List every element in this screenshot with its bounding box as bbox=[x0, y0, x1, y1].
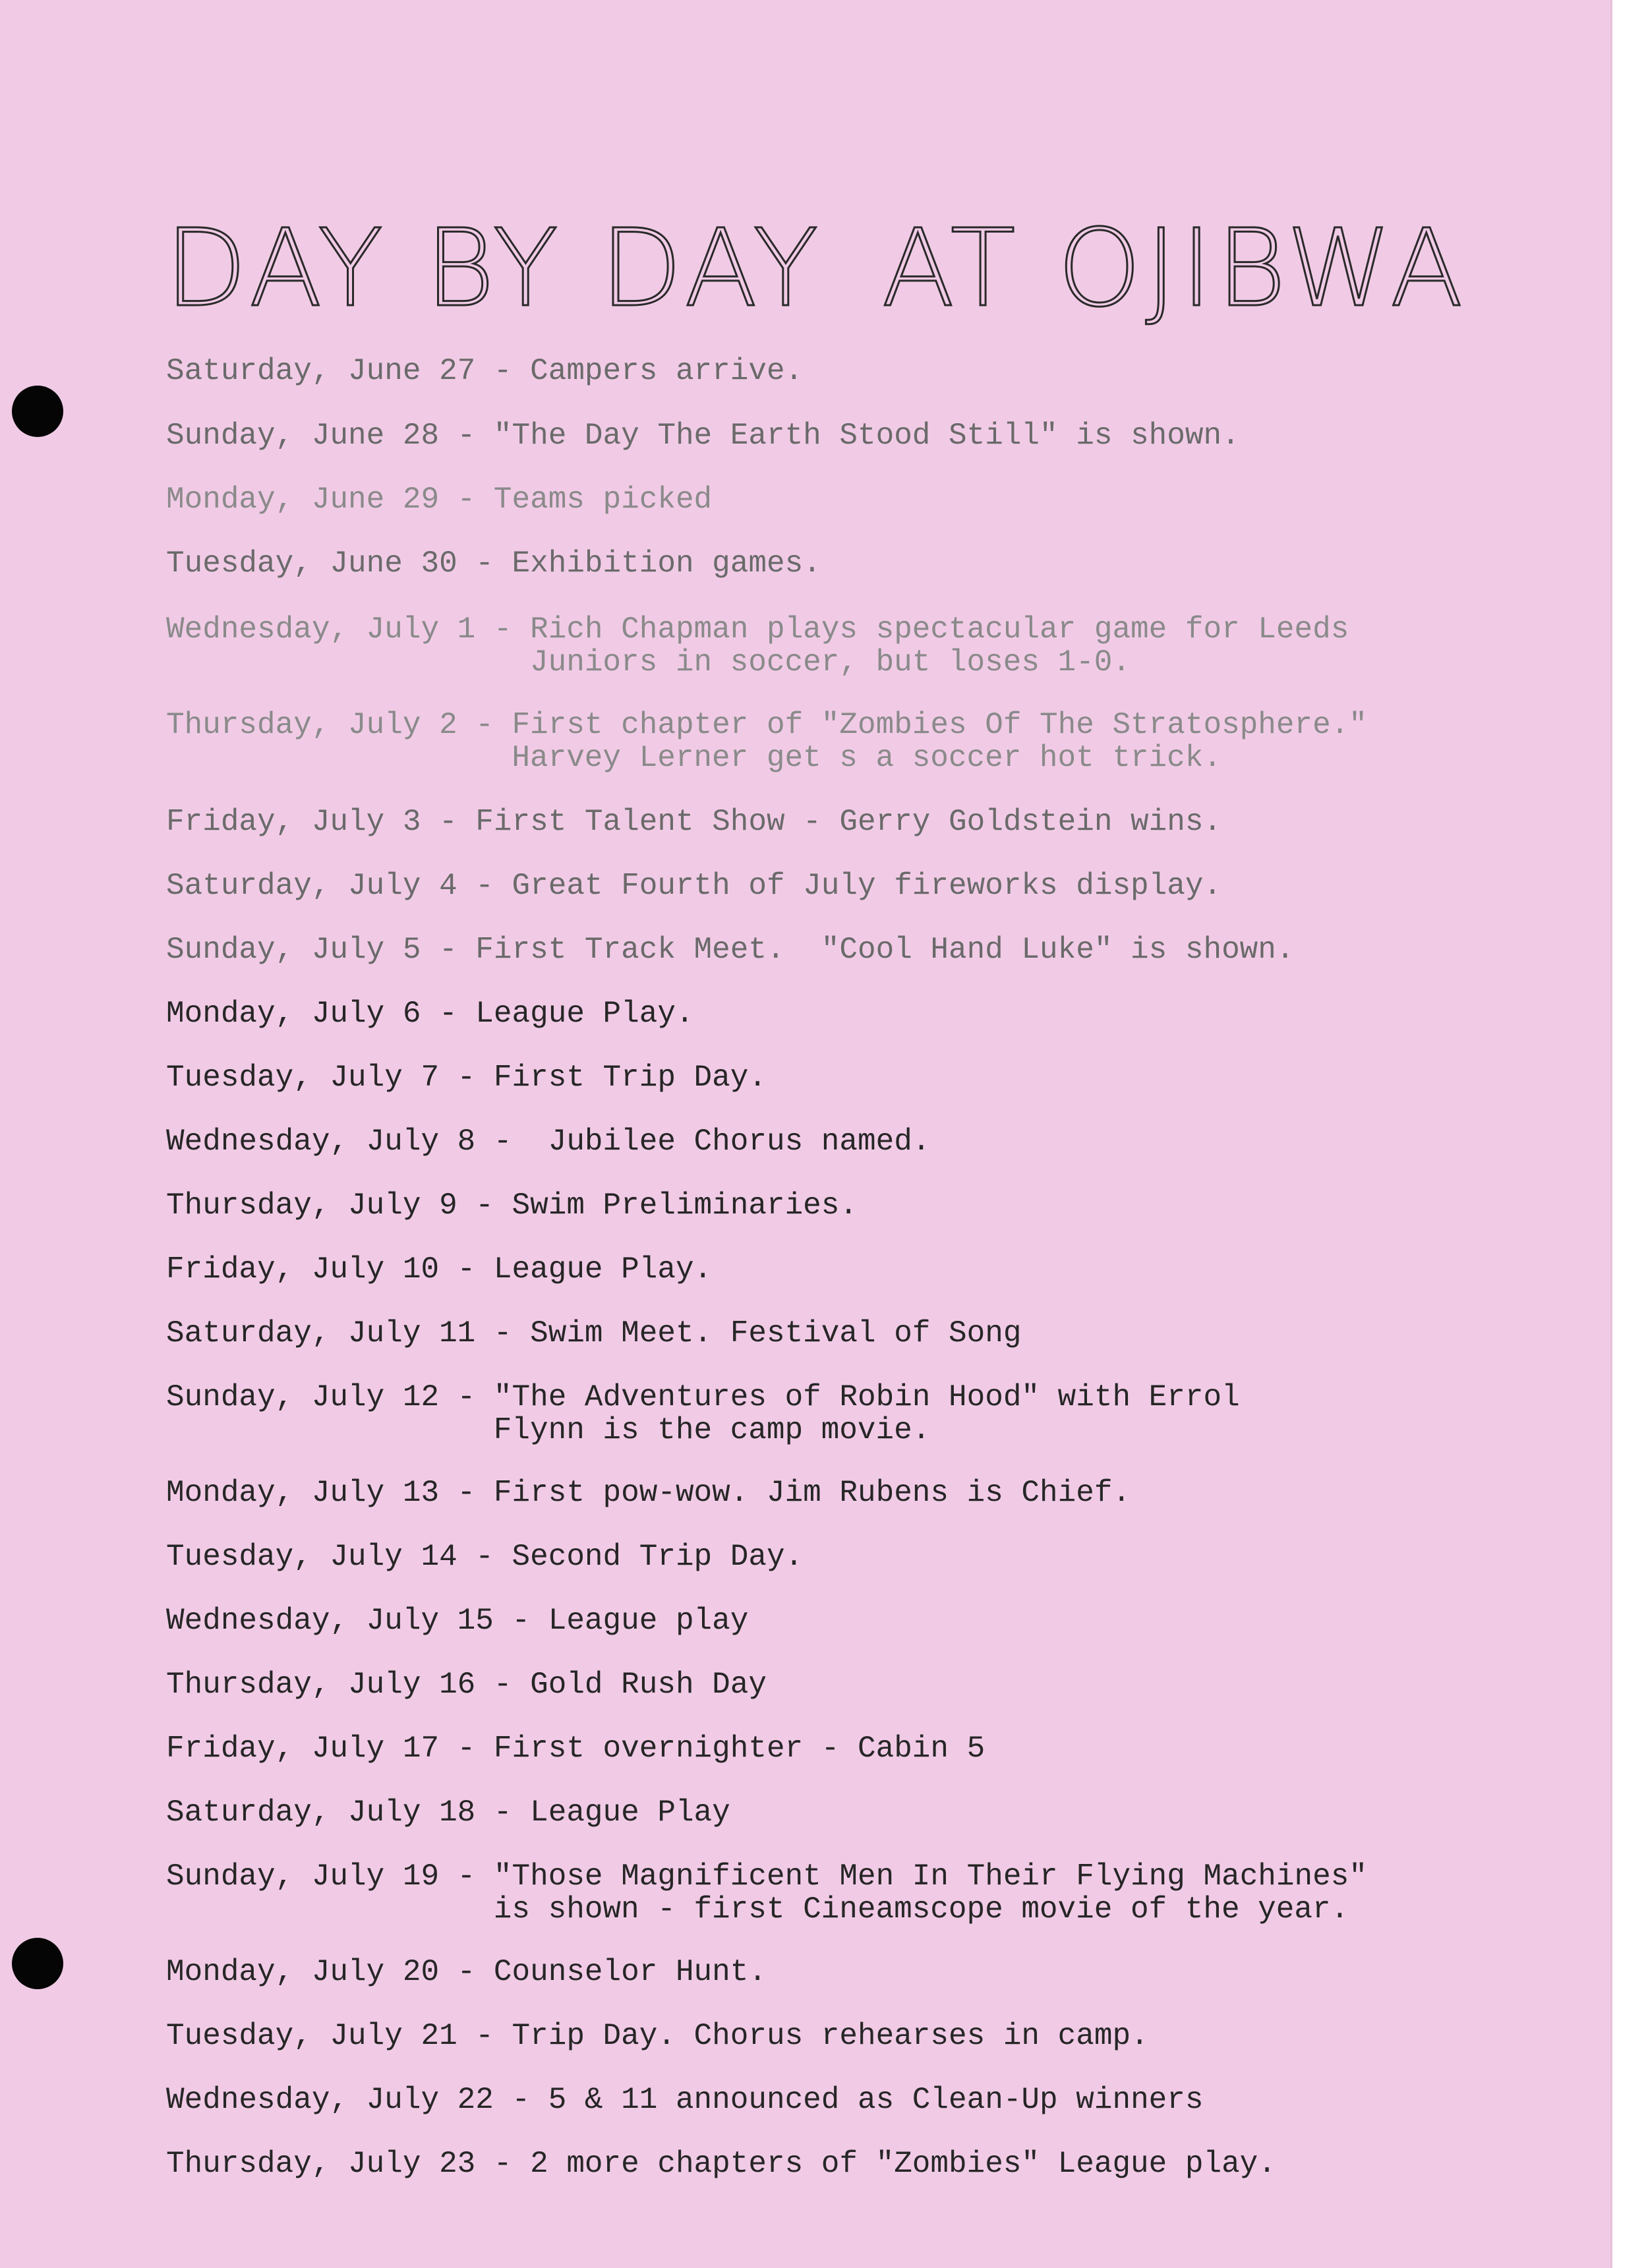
entry-text: First Talent Show - Gerry Goldstein wins. bbox=[475, 805, 1222, 839]
entry-date: Monday, July 20 bbox=[166, 1955, 440, 1989]
entry-text: Trip Day. Chorus rehearses in camp. bbox=[512, 2019, 1149, 2053]
entry-date: Monday, July 13 bbox=[166, 1476, 440, 1510]
entry-text: Swim Meet. Festival of Song bbox=[530, 1316, 1022, 1351]
entry-text: League Play. bbox=[475, 997, 694, 1031]
entry-text: First Track Meet. "Cool Hand Luke" is shown. bbox=[475, 933, 1295, 967]
schedule-entry bbox=[166, 805, 1221, 838]
schedule-entry bbox=[166, 1189, 858, 1222]
schedule-entry bbox=[166, 1732, 985, 1765]
entry-separator: - bbox=[439, 1731, 494, 1766]
entry-date: Thursday, July 2 bbox=[166, 708, 457, 742]
schedule-entry bbox=[166, 1317, 1021, 1350]
schedule-entry bbox=[166, 2147, 1276, 2180]
entry-date: Thursday, July 9 bbox=[166, 1188, 457, 1223]
entry-date: Friday, July 10 bbox=[166, 1252, 440, 1287]
entry-text: "The Adventures of Robin Hood" with Errol bbox=[493, 1380, 1240, 1414]
schedule-entry bbox=[166, 1125, 930, 1158]
entry-date: Sunday, July 19 bbox=[166, 1859, 440, 1894]
schedule-entry bbox=[166, 997, 694, 1030]
entry-text: First Trip Day. bbox=[493, 1061, 767, 1095]
entry-text-continuation: is shown - first Cineamscope movie of the year. bbox=[493, 1892, 1349, 1927]
punch-hole-top bbox=[12, 386, 63, 437]
entry-date: Saturday, July 11 bbox=[166, 1316, 476, 1351]
entry-separator: - bbox=[475, 1316, 531, 1351]
schedule-entry bbox=[166, 1668, 767, 1701]
entry-separator: - bbox=[439, 1476, 494, 1510]
entry-text: Teams picked bbox=[493, 482, 713, 517]
entry-text: "Those Magnificent Men In Their Flying Machines" bbox=[493, 1859, 1367, 1894]
entry-date: Tuesday, July 21 bbox=[166, 2019, 457, 2053]
punch-hole-bottom bbox=[12, 1938, 63, 1989]
entry-date: Wednesday, July 15 bbox=[166, 1604, 494, 1638]
entry-separator: - bbox=[475, 1668, 531, 1702]
entry-date: Tuesday, June 30 bbox=[166, 546, 457, 581]
entry-date: Sunday, July 12 bbox=[166, 1380, 440, 1414]
schedule-entry bbox=[166, 869, 1221, 902]
entry-date: Saturday, June 27 bbox=[166, 354, 476, 388]
entry-text: Swim Preliminaries. bbox=[512, 1188, 858, 1223]
entry-date: Friday, July 3 bbox=[166, 805, 421, 839]
entry-separator: - bbox=[439, 1955, 494, 1989]
entry-separator: - bbox=[475, 2147, 531, 2181]
entry-separator: - bbox=[457, 546, 512, 581]
entry-text: First chapter of "Zombies Of The Stratosphere." bbox=[512, 708, 1367, 742]
entry-separator: - bbox=[421, 805, 476, 839]
schedule-entry bbox=[166, 613, 1349, 679]
entry-date: Tuesday, July 14 bbox=[166, 1540, 457, 1574]
title-part-1: DAY BY DAY bbox=[165, 207, 823, 331]
entry-separator: - bbox=[457, 708, 512, 742]
entry-date: Sunday, June 28 bbox=[166, 419, 440, 453]
entry-text-continuation: Juniors in soccer, but loses 1-0. bbox=[530, 645, 1131, 680]
entry-separator: - bbox=[475, 1795, 531, 1830]
schedule-entry bbox=[166, 1476, 1131, 1509]
entry-separator: - bbox=[493, 2083, 548, 2117]
entry-date: Friday, July 17 bbox=[166, 1731, 440, 1766]
entry-separator: - bbox=[439, 1061, 494, 1095]
entry-separator: - bbox=[421, 933, 476, 967]
schedule-entry bbox=[166, 1253, 712, 1286]
schedule-entry bbox=[166, 1540, 803, 1573]
entry-separator: - bbox=[439, 482, 494, 517]
entry-separator: - bbox=[475, 1124, 531, 1159]
entry-date: Tuesday, July 7 bbox=[166, 1061, 440, 1095]
entry-separator: - bbox=[493, 1604, 548, 1638]
entry-separator: - bbox=[439, 419, 494, 453]
title-part-2: AT OJIBWA bbox=[881, 207, 1467, 331]
entry-text-continuation: Flynn is the camp movie. bbox=[493, 1413, 931, 1447]
schedule-entry bbox=[166, 1956, 767, 1989]
entry-text: 2 more chapters of "Zombies" League play. bbox=[530, 2147, 1276, 2181]
entry-separator: - bbox=[457, 869, 512, 903]
entry-separator: - bbox=[439, 1859, 494, 1894]
entry-date: Monday, July 6 bbox=[166, 997, 421, 1031]
entry-date: Wednesday, July 22 bbox=[166, 2083, 494, 2117]
schedule-entry bbox=[166, 2083, 1203, 2116]
entry-text: Rich Chapman plays spectacular game for Leeds bbox=[530, 612, 1349, 647]
entry-separator: - bbox=[457, 2019, 512, 2053]
entry-text: First pow-wow. Jim Rubens is Chief. bbox=[493, 1476, 1131, 1510]
schedule-entry bbox=[166, 1860, 1367, 1926]
entry-text-continuation: Harvey Lerner get s a soccer hot trick. bbox=[512, 741, 1221, 775]
entry-date: Thursday, July 16 bbox=[166, 1668, 476, 1702]
entry-separator: - bbox=[457, 1188, 512, 1223]
entry-date: Saturday, July 18 bbox=[166, 1795, 476, 1830]
schedule-entry bbox=[166, 2020, 1149, 2052]
schedule-entry bbox=[166, 483, 712, 516]
entry-text: Second Trip Day. bbox=[512, 1540, 804, 1574]
entry-separator: - bbox=[475, 354, 531, 388]
entry-text: 5 & 11 announced as Clean-Up winners bbox=[548, 2083, 1204, 2117]
schedule-entry bbox=[166, 1796, 730, 1829]
schedule-entry bbox=[166, 933, 1295, 966]
entry-separator: - bbox=[439, 1252, 494, 1287]
entry-text: League Play bbox=[530, 1795, 730, 1830]
entry-separator: - bbox=[457, 1540, 512, 1574]
entry-date: Saturday, July 4 bbox=[166, 869, 457, 903]
entry-text: Campers arrive. bbox=[530, 354, 804, 388]
entry-text: League play bbox=[548, 1604, 749, 1638]
entry-text: Great Fourth of July fireworks display. bbox=[512, 869, 1222, 903]
entry-text: Exhibition games. bbox=[512, 546, 821, 581]
entry-date: Monday, June 29 bbox=[166, 482, 440, 517]
schedule-entry bbox=[166, 1381, 1240, 1447]
entry-date: Sunday, July 5 bbox=[166, 933, 421, 967]
entry-text: First overnighter - Cabin 5 bbox=[493, 1731, 986, 1766]
entry-text: Jubilee Chorus named. bbox=[530, 1124, 931, 1159]
entry-separator: - bbox=[439, 1380, 494, 1414]
schedule-entry bbox=[166, 547, 821, 580]
schedule-entry bbox=[166, 1604, 748, 1637]
entry-date: Thursday, July 23 bbox=[166, 2147, 476, 2181]
page-title bbox=[165, 207, 1543, 331]
entry-text: Gold Rush Day bbox=[530, 1668, 767, 1702]
entry-separator: - bbox=[475, 612, 531, 647]
entry-text: Counselor Hunt. bbox=[493, 1955, 767, 1989]
entry-separator: - bbox=[421, 997, 476, 1031]
schedule-entry bbox=[166, 1061, 767, 1094]
schedule-entry bbox=[166, 419, 1240, 452]
schedule-entry bbox=[166, 355, 803, 388]
entry-text: League Play. bbox=[493, 1252, 713, 1287]
entry-date: Wednesday, July 1 bbox=[166, 612, 476, 647]
entry-text: "The Day The Earth Stood Still" is shown. bbox=[493, 419, 1240, 453]
scan-margin bbox=[1612, 0, 1648, 2268]
entry-date: Wednesday, July 8 bbox=[166, 1124, 476, 1159]
schedule-entry bbox=[166, 709, 1367, 774]
